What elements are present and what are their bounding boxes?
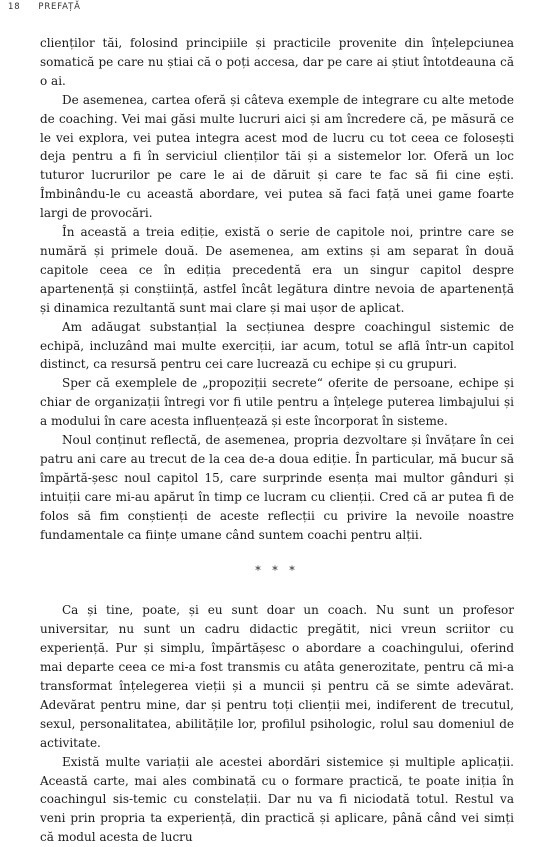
paragraph: Am adăugat substanțial la secțiunea despre coachingul sistemic de echipă, incluzând mai multe exerciții, iar acum, totul se află într-un capitol distinct, ca resursă pentru cei care lucrează cu echipe și cu grupuri. [40,319,514,372]
paragraph: Ca și tine, poate, și eu sunt doar un coach. Nu sunt un profesor universitar, nu sunt un cadru didactic pregătit, nici vreun scriitor cu experiență. Pur și simplu, împărtășesc o abordare a coachingului, oferind mai departe ceea ce mi-a fost transmis cu atâta generozitate, pentru că mi-a transformat înțelegerea vieții și a muncii și pentru că se simte adevărat. Adevărat pentru mine, dar și pentru toți clienții mei, indiferent de trecutul, sexul, personalitatea, abilitățile lor, profilul psihologic, rolul sau domeniul de activitate. [40,603,514,750]
paragraph: De asemenea, cartea oferă și câteva exemple de integrare cu alte metode de coaching. Vei mai găsi multe lucruri aici și am încredere că, pe măsură ce le vei explora, vei putea integra acest mod de lucru cu tot ceea ce folosești deja pentru a fi în serviciul clienților tăi și a sistemelor lor. Oferă un loc tuturor lucrurilor pe care le ai de dăruit și care te fac să fii cine ești. Îmbinându-le cu această abordare, vei putea să faci față unei game foarte largi de provocări. [40,92,514,221]
paragraph: Există multe variații ale acestei abordări sistemice și multiple aplicații. Această carte, mai ales combinată cu o formare practică, te poate iniția în coachingul sis-temic cu constelații. Dar nu va fi niciodată totul. Restul va veni prin propria ta experiență, din practică și aplicare, până când vei simți că modul acesta de lucru [40,754,514,845]
paragraph: clienților tăi, folosind principiile și practicile provenite din înțelepciunea somatică pe care nu știai că o poți accesa, dar pe care ai știut întotdeauna că o ai. [40,36,514,88]
paragraph: În această a treia ediție, există o serie de capitole noi, printre care se numără și primele două. De asemenea, am extins și am separat în două capitole ceea ce în ediția precedentă era un singur capitol despre apartenență și conștiință, astfel încât legătura dintre nevoia de apartenență și dinamica rezultantă sunt mai clare și mai ușor de aplicat. [40,225,514,315]
paragraph: Noul conținut reflectă, de asemenea, propria dezvoltare și învățare în cei patru ani care au trecut de la cea de-a doua ediție. În particular, mă bucur să împărtă-șesc noul capitol 15, care surprinde esența mai multor gânduri și intuiții care mi-au apărut în timp ce lucram cu clienții. Cred că ar putea fi de folos să fim conștienți de aceste reflecții cu privire la nevoile noastre fundamentale ca ființe umane când suntem coachi pentru alții. [40,433,514,542]
section-separator: * * * [255,564,299,578]
page-number: 18 [8,2,21,12]
paragraph: Sper că exemplele de „propoziții secrete“ oferite de persoane, echipe și chiar de organizații întregi vor fi utile pentru a înțelege puterea limbajului și a modului în care acesta influențează și este încorporat în sisteme. [40,376,514,429]
page-body [40,34,514,847]
running-title: PREFAȚĂ [38,2,81,12]
running-header [8,2,81,12]
